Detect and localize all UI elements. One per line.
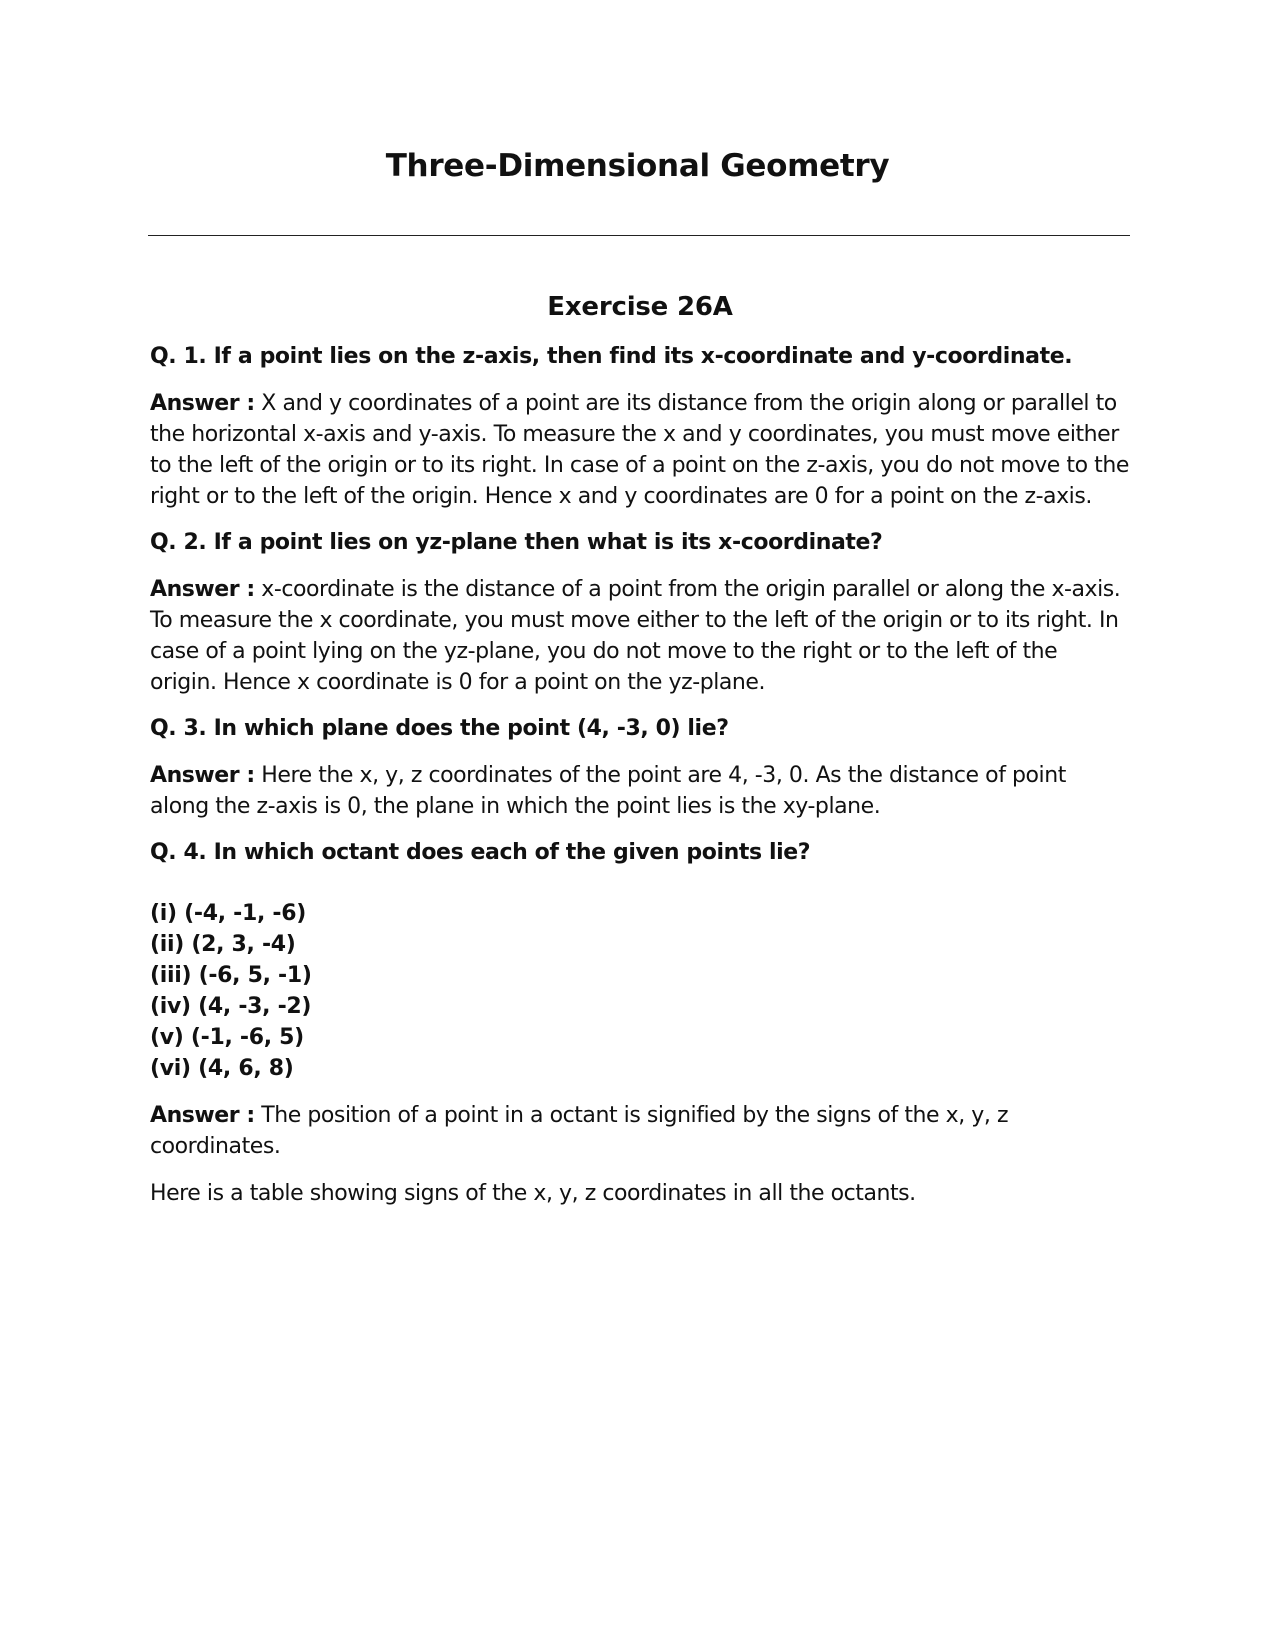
answer-1-text: X and y coordinates of a point are its distance from the origin along or parallel to the horizontal x-axis and y-axis. To measure the x and y coordinates, you must move either to the left of the origin or to its right. In case of a point on the z-axis, you do not move to the right or to the left of the origin. Hence x and y coordinates are 0 for a point on the z-axis. [150,391,1129,509]
title-divider [148,235,1130,236]
answer-1 [150,388,1130,512]
list-item: (ii) (2, 3, -4) [150,932,296,957]
points-list [150,898,1130,1084]
answer-3-text: Here the x, y, z coordinates of the point are 4, -3, 0. As the distance of point along the z-axis is 0, the plane in which the point lies is the xy-plane. [150,763,1066,819]
answer-3 [150,760,1130,822]
answer-4-text: The position of a point in a octant is signified by the signs of the x, y, z coordinates. [150,1103,1009,1159]
answer-2 [150,574,1130,698]
answer-4 [150,1100,1130,1162]
question-2: Q. 2. If a point lies on yz-plane then what is its x-coordinate? [150,530,883,555]
answer-2-text: x-coordinate is the distance of a point from the origin parallel or along the x-axis. To measure the x coordinate, you must move either to the left of the origin or to its right. In case of a point lying on the yz-plane, you do not move to the right or to the left of the origin. Hence x coordinate is 0 for a point on the yz-plane. [150,577,1121,695]
exercise-heading: Exercise 26A [547,292,733,322]
answer-label: Answer : [150,577,255,602]
list-item: (v) (-1, -6, 5) [150,1025,304,1050]
question-1: Q. 1. If a point lies on the z-axis, then find its x-coordinate and y-coordinate. [150,344,1073,369]
answer-label: Answer : [150,763,255,788]
list-item: (iii) (-6, 5, -1) [150,963,312,988]
answer-label: Answer : [150,391,255,416]
list-item: (i) (-4, -1, -6) [150,901,306,926]
question-3: Q. 3. In which plane does the point (4, -3, 0) lie? [150,716,729,741]
question-4: Q. 4. In which octant does each of the given points lie? [150,840,811,865]
list-item: (vi) (4, 6, 8) [150,1056,294,1081]
document-title: Three-Dimensional Geometry [385,148,890,184]
list-item: (iv) (4, -3, -2) [150,994,312,1019]
table-note: Here is a table showing signs of the x, y, z coordinates in all the octants. [150,1181,916,1206]
answer-label: Answer : [150,1103,255,1128]
document-body [150,292,1130,1225]
